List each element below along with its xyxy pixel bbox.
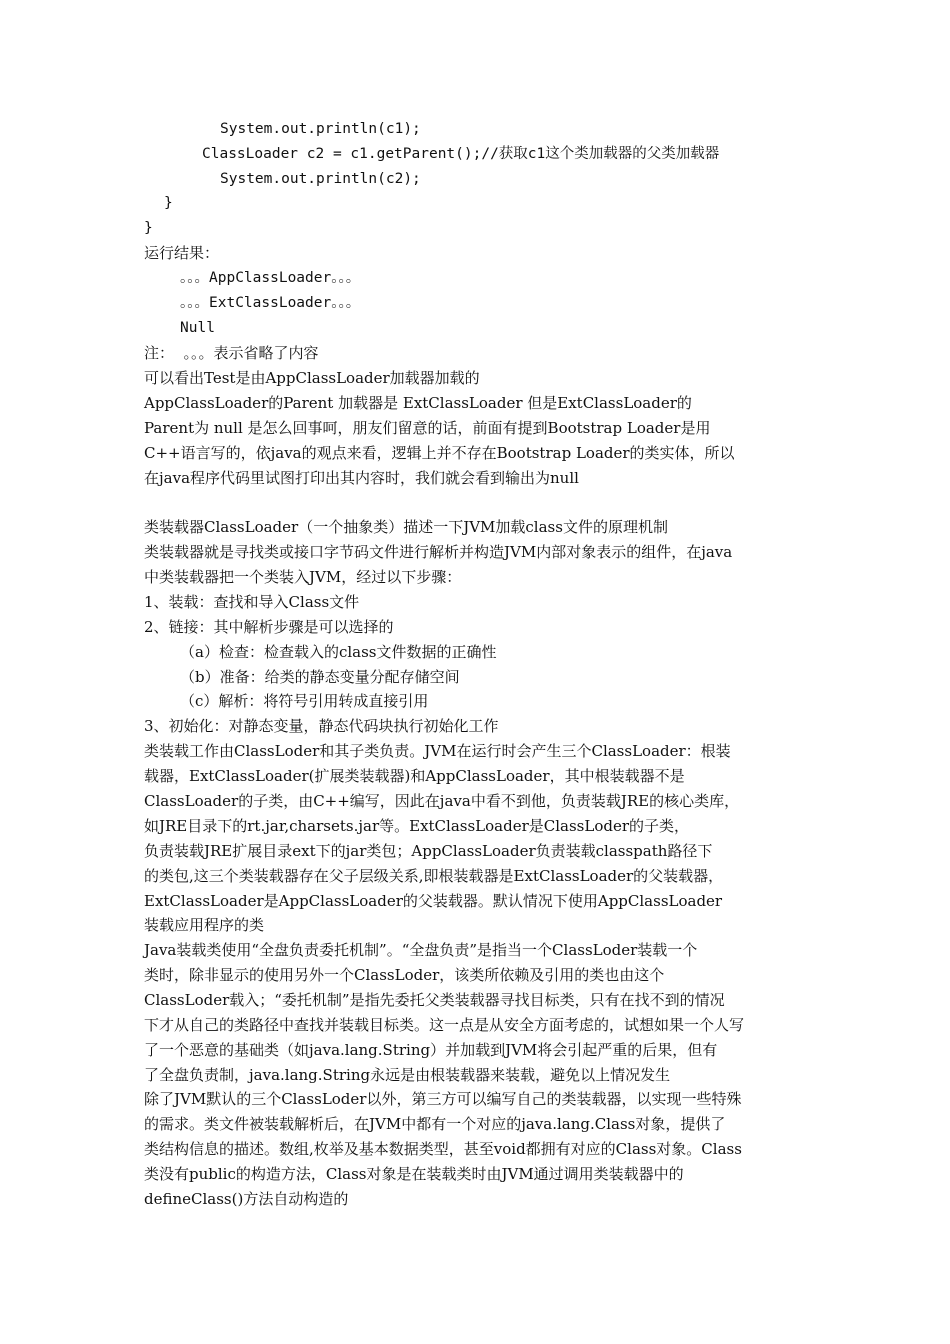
result-output: Null — [180, 320, 215, 336]
paragraph-line: 类结构信息的描述。数组,枚举及基本数据类型，甚至void都拥有对应的Class对象。Class — [144, 1140, 742, 1158]
code-line: System.out.println(c1); — [220, 121, 421, 137]
paragraph-line: 除了JVM默认的三个ClassLoder以外，第三方可以编写自己的类装载器，以实现一些特殊 — [144, 1090, 742, 1108]
result-heading: 运行结果： — [144, 244, 220, 262]
paragraph-line: defineClass()方法自动构造的 — [144, 1190, 349, 1208]
paragraph-line: 载器，ExtClassLoader(扩展类装载器)和AppClassLoader，其中根装载器不是 — [144, 767, 685, 785]
result-output: 。。。ExtClassLoader。。。 — [180, 295, 361, 311]
paragraph-line: 装载应用程序的类 — [144, 916, 265, 934]
paragraph-line: 类装载工作由ClassLoder和其子类负责。JVM在运行时会产生三个ClassLoader：根装 — [144, 742, 731, 760]
code-brace: } — [164, 195, 173, 211]
paragraph-line: ClassLoader的子类，由C++编写，因此在java中看不到他，负责装载JRE的核心类库， — [144, 792, 740, 810]
list-item: 1、装载：查找和导入Class文件 — [144, 593, 360, 611]
sub-list-item: （c）解析：将符号引用转成直接引用 — [180, 692, 429, 710]
code-line: ClassLoader c2 = c1.getParent();//获取c1这个类加载器的父类加载器 — [202, 146, 720, 162]
paragraph-line: 中类装载器把一个类装入JVM，经过以下步骤： — [144, 568, 462, 586]
list-item: 2、链接：其中解析步骤是可以选择的 — [144, 618, 394, 636]
paragraph-line: 了一个恶意的基础类（如java.lang.String）并加载到JVM将会引起严重的后果，但有 — [144, 1041, 718, 1059]
paragraph-line: Parent为 null 是怎么回事呵，朋友们留意的话，前面有提到Bootstrap Loader是用 — [144, 419, 711, 437]
paragraph-line: 下才从自己的类路径中查找并装载目标类。这一点是从安全方面考虑的，试想如果一个人写 — [144, 1016, 745, 1034]
paragraph-line: C++语言写的，依java的观点来看，逻辑上并不存在Bootstrap Loader的类实体，所以 — [144, 444, 735, 462]
paragraph-line: 类没有public的构造方法，Class对象是在装载类时由JVM通过调用类装载器中的 — [144, 1165, 684, 1183]
code-brace: } — [144, 220, 153, 236]
paragraph-line: 如JRE目录下的rt.jar,charsets.jar等。ExtClassLoader是ClassLoder的子类， — [144, 817, 690, 835]
note-line: 注： 。。。表示省略了内容 — [144, 344, 319, 362]
list-item: 3、初始化：对静态变量，静态代码块执行初始化工作 — [144, 717, 499, 735]
paragraph-line: 负责装载JRE扩展目录ext下的jar类包；AppClassLoader负责装载classpath路径下 — [144, 842, 713, 860]
paragraph-line: 的需求。类文件被装载解析后，在JVM中都有一个对应的java.lang.Class对象，提供了 — [144, 1115, 726, 1133]
paragraph-line: ClassLoder载入；“委托机制”是指先委托父类装载器寻找目标类，只有在找不到的情况 — [144, 991, 725, 1009]
paragraph-line: ExtClassLoader是AppClassLoader的父装载器。默认情况下使用AppClassLoader — [144, 892, 723, 910]
paragraph-line: 类装载器就是寻找类或接口字节码文件进行解析并构造JVM内部对象表示的组件，在java — [144, 543, 733, 561]
code-line: System.out.println(c2); — [220, 171, 421, 187]
sub-list-item: （b）准备：给类的静态变量分配存储空间 — [180, 668, 460, 686]
paragraph-line: 了全盘负责制，java.lang.String永远是由根装载器来装载，避免以上情况发生 — [144, 1066, 671, 1084]
paragraph-line: 的类包,这三个类装载器存在父子层级关系,即根装载器是ExtClassLoader的父装载器， — [144, 867, 724, 885]
paragraph-line: AppClassLoader的Parent 加载器是 ExtClassLoader 但是ExtClassLoader的 — [144, 394, 692, 412]
section-title: 类装载器ClassLoader（一个抽象类）描述一下JVM加载class文件的原理机制 — [144, 518, 668, 536]
paragraph-line: 在java程序代码里试图打印出其内容时，我们就会看到输出为null — [144, 469, 579, 487]
sub-list-item: （a）检查：检查载入的class文件数据的正确性 — [180, 643, 497, 661]
paragraph-line: 类时，除非显示的使用另外一个ClassLoder，该类所依赖及引用的类也由这个 — [144, 966, 665, 984]
paragraph-line: 可以看出Test是由AppClassLoader加载器加载的 — [144, 369, 480, 387]
paragraph-line: Java装载类使用“全盘负责委托机制”。“全盘负责”是指当一个ClassLoder装载一个 — [144, 941, 698, 959]
result-output: 。。。AppClassLoader。。。 — [180, 270, 361, 286]
